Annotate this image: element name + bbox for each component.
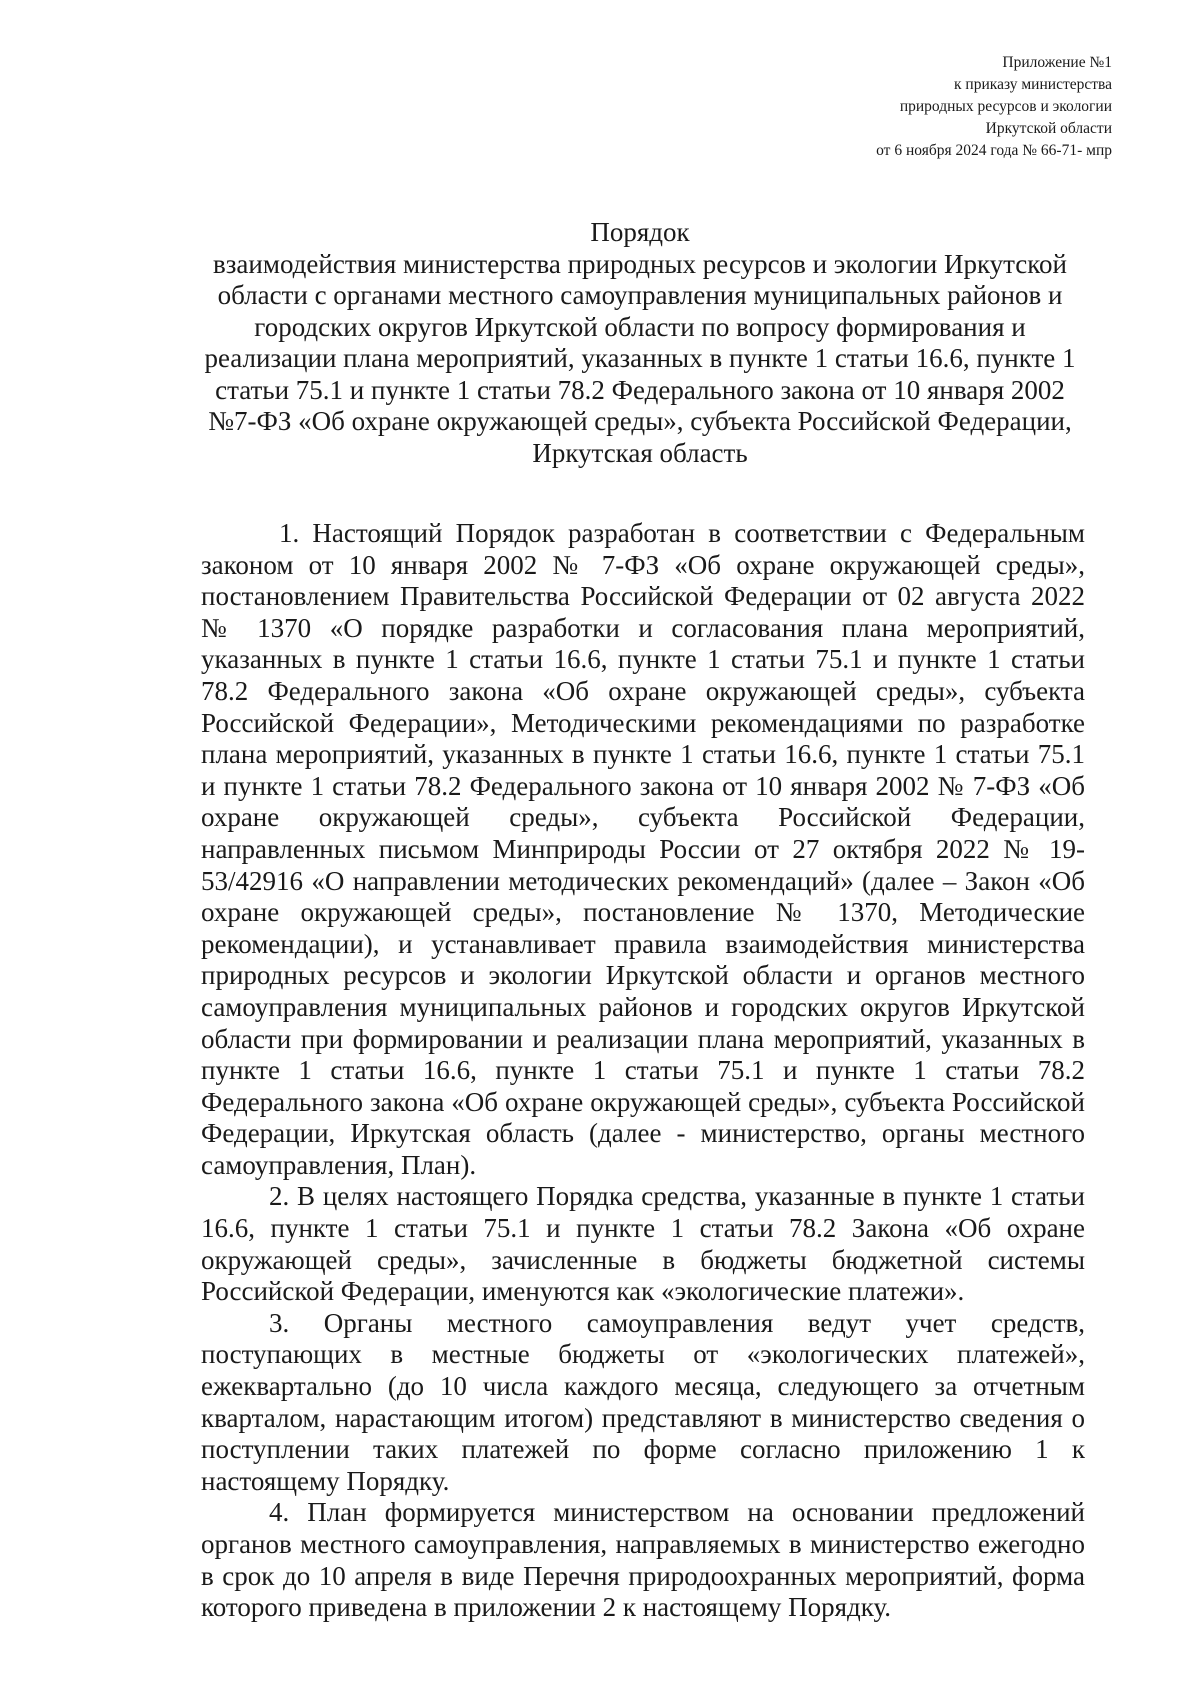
document-title-block: [190, 217, 1090, 469]
document-body: [201, 518, 1085, 1624]
appendix-ministry: природных ресурсов и экологии: [899, 98, 1112, 115]
appendix-header: [692, 52, 1112, 162]
paragraph-1: 1. Настоящий Порядок разработан в соответствии с Федеральным законом от 10 января 2002 № 7-ФЗ «Об охране окружающей среды», постановлением Правительства Российской Федерации от 02 августа 2022 № 1370 «О порядке разработки и согласования плана мероприятий, указанных в пункте 1 статьи 16.6, пункте 1 статьи 75.1 и пункте 1 статьи 78.2 Федерального закона «Об охране окружающей среды», субъекта Российской Федерации», Методическими рекомендациями по разработке плана мероприятий, указанных в пункте 1 статьи 16.6, пункте 1 статьи 75.1 и пункте 1 статьи 78.2 Федерального закона от 10 января 2002 № 7-ФЗ «Об охране окружающей среды», субъекта Российской Федерации, направленных письмом Минприроды России от 27 октября 2022 № 19-53/42916 «О направлении методических рекомендаций» (далее – Закон «Об охране окружающей среды», постановление № 1370, Методические рекомендации), и устанавливает правила взаимодействия министерства природных ресурсов и экологии Иркутской области и органов местного самоуправления муниципальных районов и городских округов Иркутской области при формировании и реализации плана мероприятий, указанных в пункте 1 статьи 16.6, пункте 1 статьи 75.1 и пункте 1 статьи 78.2 Федерального закона «Об охране окружающей среды», субъекта Российской Федерации, Иркутская область (далее - министерство, органы местного самоуправления, План).: [201, 518, 1085, 1180]
paragraph-3: 3. Органы местного самоуправления ведут учет средств, поступающих в местные бюджеты от «экологических платежей», ежеквартально (до 10 числа каждого месяца, следующего за отчетным кварталом, нарастающим итогом) представляют в министерство сведения о поступлении таких платежей по форме согласно приложению 1 к настоящему Порядку.: [201, 1307, 1085, 1496]
paragraph-4: 4. План формируется министерством на основании предложений органов местного самоуправления, направляемых в министерство ежегодно в срок до 10 апреля в виде Перечня природоохранных мероприятий, форма которого приведена в приложении 2 к настоящему Порядку.: [201, 1497, 1085, 1623]
appendix-number: Приложение №1: [1002, 54, 1112, 71]
document-title: Порядок: [590, 217, 690, 247]
appendix-order-ref: к приказу министерства: [954, 76, 1112, 93]
paragraph-2: 2. В целях настоящего Порядка средства, указанные в пункте 1 статьи 16.6, пункте 1 статьи 75.1 и пункте 1 статьи 78.2 Закона «Об охране окружающей среды», зачисленные в бюджеты бюджетной системы Российской Федерации, именуются как «экологические платежи».: [201, 1181, 1085, 1307]
document-subtitle: взаимодействия министерства природных ресурсов и экологии Иркутской области с органами местного самоуправления муниципальных районов и городских округов Иркутской области по вопросу формирования и реализации плана мероприятий, указанных в пункте 1 статьи 16.6, пункте 1 статьи 75.1 и пункте 1 статьи 78.2 Федерального закона от 10 января 2002 №7-ФЗ «Об охране окружающей среды», субъекта Российской Федерации, Иркутская область: [204, 248, 1076, 468]
appendix-region: Иркутской области: [985, 120, 1112, 137]
appendix-date-number: от 6 ноября 2024 года № 66-71- мпр: [876, 142, 1112, 159]
